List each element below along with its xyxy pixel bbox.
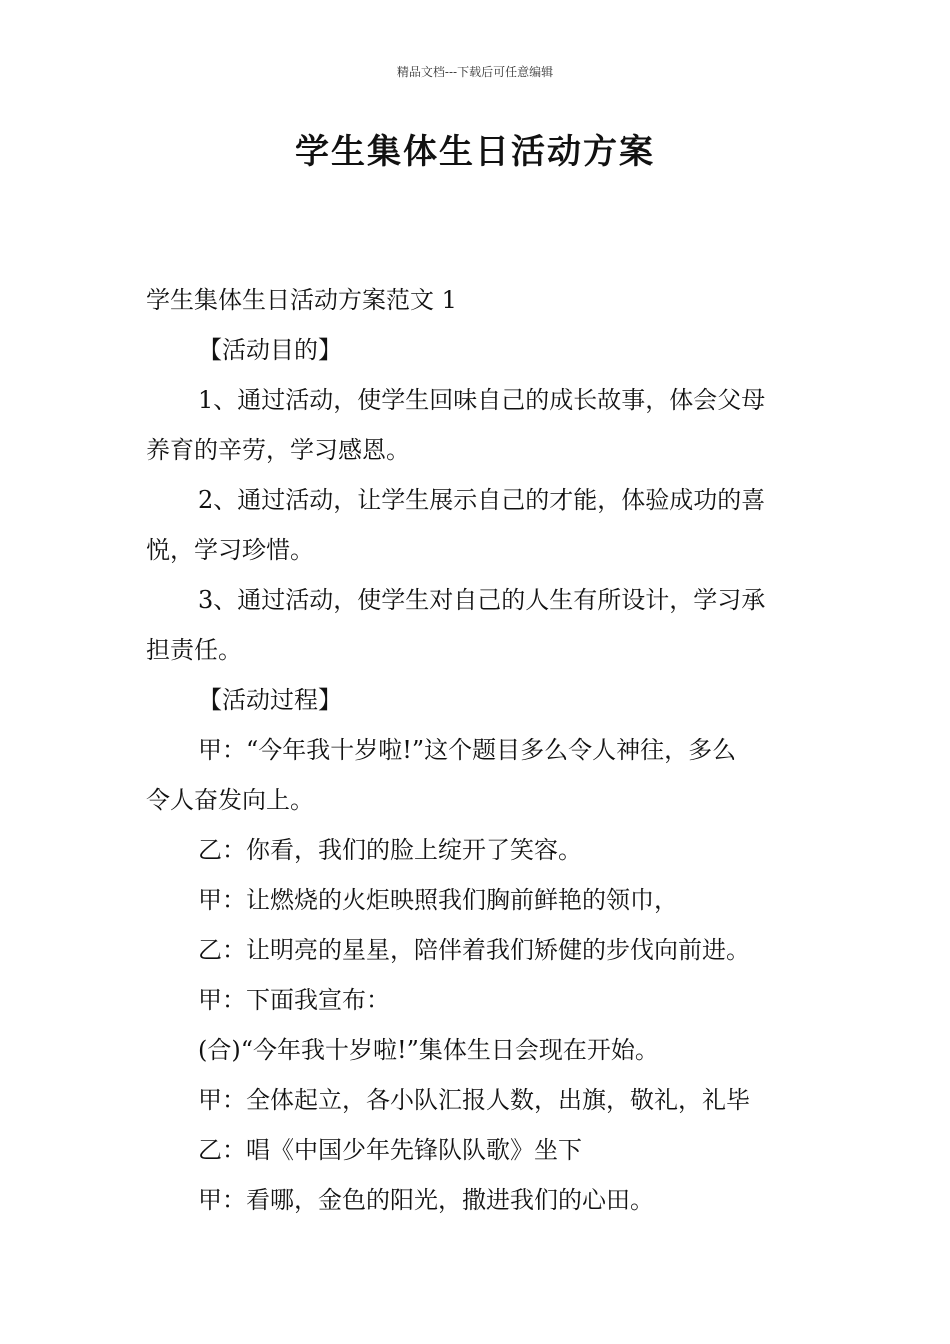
body-line: 令人奋发向上。: [146, 786, 314, 814]
body-line: 【活动过程】: [198, 686, 342, 714]
body-line: 养育的辛劳，学习感恩。: [146, 436, 410, 464]
body-line: 担责任。: [146, 636, 242, 664]
body-line: 甲：下面我宣布：: [198, 986, 390, 1014]
body-line: 悦，学习珍惜。: [146, 536, 314, 564]
document-title: 学生集体生日活动方案: [295, 132, 655, 172]
body-line: (合)“今年我十岁啦!”集体生日会现在开始。: [198, 1036, 659, 1064]
body-line: 3、通过活动，使学生对自己的人生有所设计，学习承: [198, 586, 766, 614]
body-line: 乙：唱《中国少年先锋队队歌》坐下: [198, 1136, 582, 1164]
page-header: 精品文档---下载后可任意编辑: [396, 65, 554, 79]
body-line: 【活动目的】: [198, 336, 342, 364]
body-line: 2、通过活动，让学生展示自己的才能，体验成功的喜: [198, 486, 766, 514]
body-line: 1、通过活动，使学生回味自己的成长故事，体会父母: [198, 386, 766, 414]
body-line: 甲：看哪，金色的阳光，撒进我们的心田。: [198, 1186, 654, 1214]
body-line: 甲：让燃烧的火炬映照我们胸前鲜艳的领巾，: [198, 886, 678, 914]
body-line: 学生集体生日活动方案范文 1: [146, 286, 457, 314]
body-line: 乙：让明亮的星星，陪伴着我们矫健的步伐向前进。: [198, 936, 750, 964]
body-line: 乙：你看，我们的脸上绽开了笑容。: [198, 836, 582, 864]
body-line: 甲：全体起立，各小队汇报人数，出旗，敬礼，礼毕: [198, 1086, 750, 1114]
document-body: [146, 275, 806, 1225]
body-line: 甲：“今年我十岁啦!”这个题目多么令人神往，多么: [198, 736, 737, 764]
